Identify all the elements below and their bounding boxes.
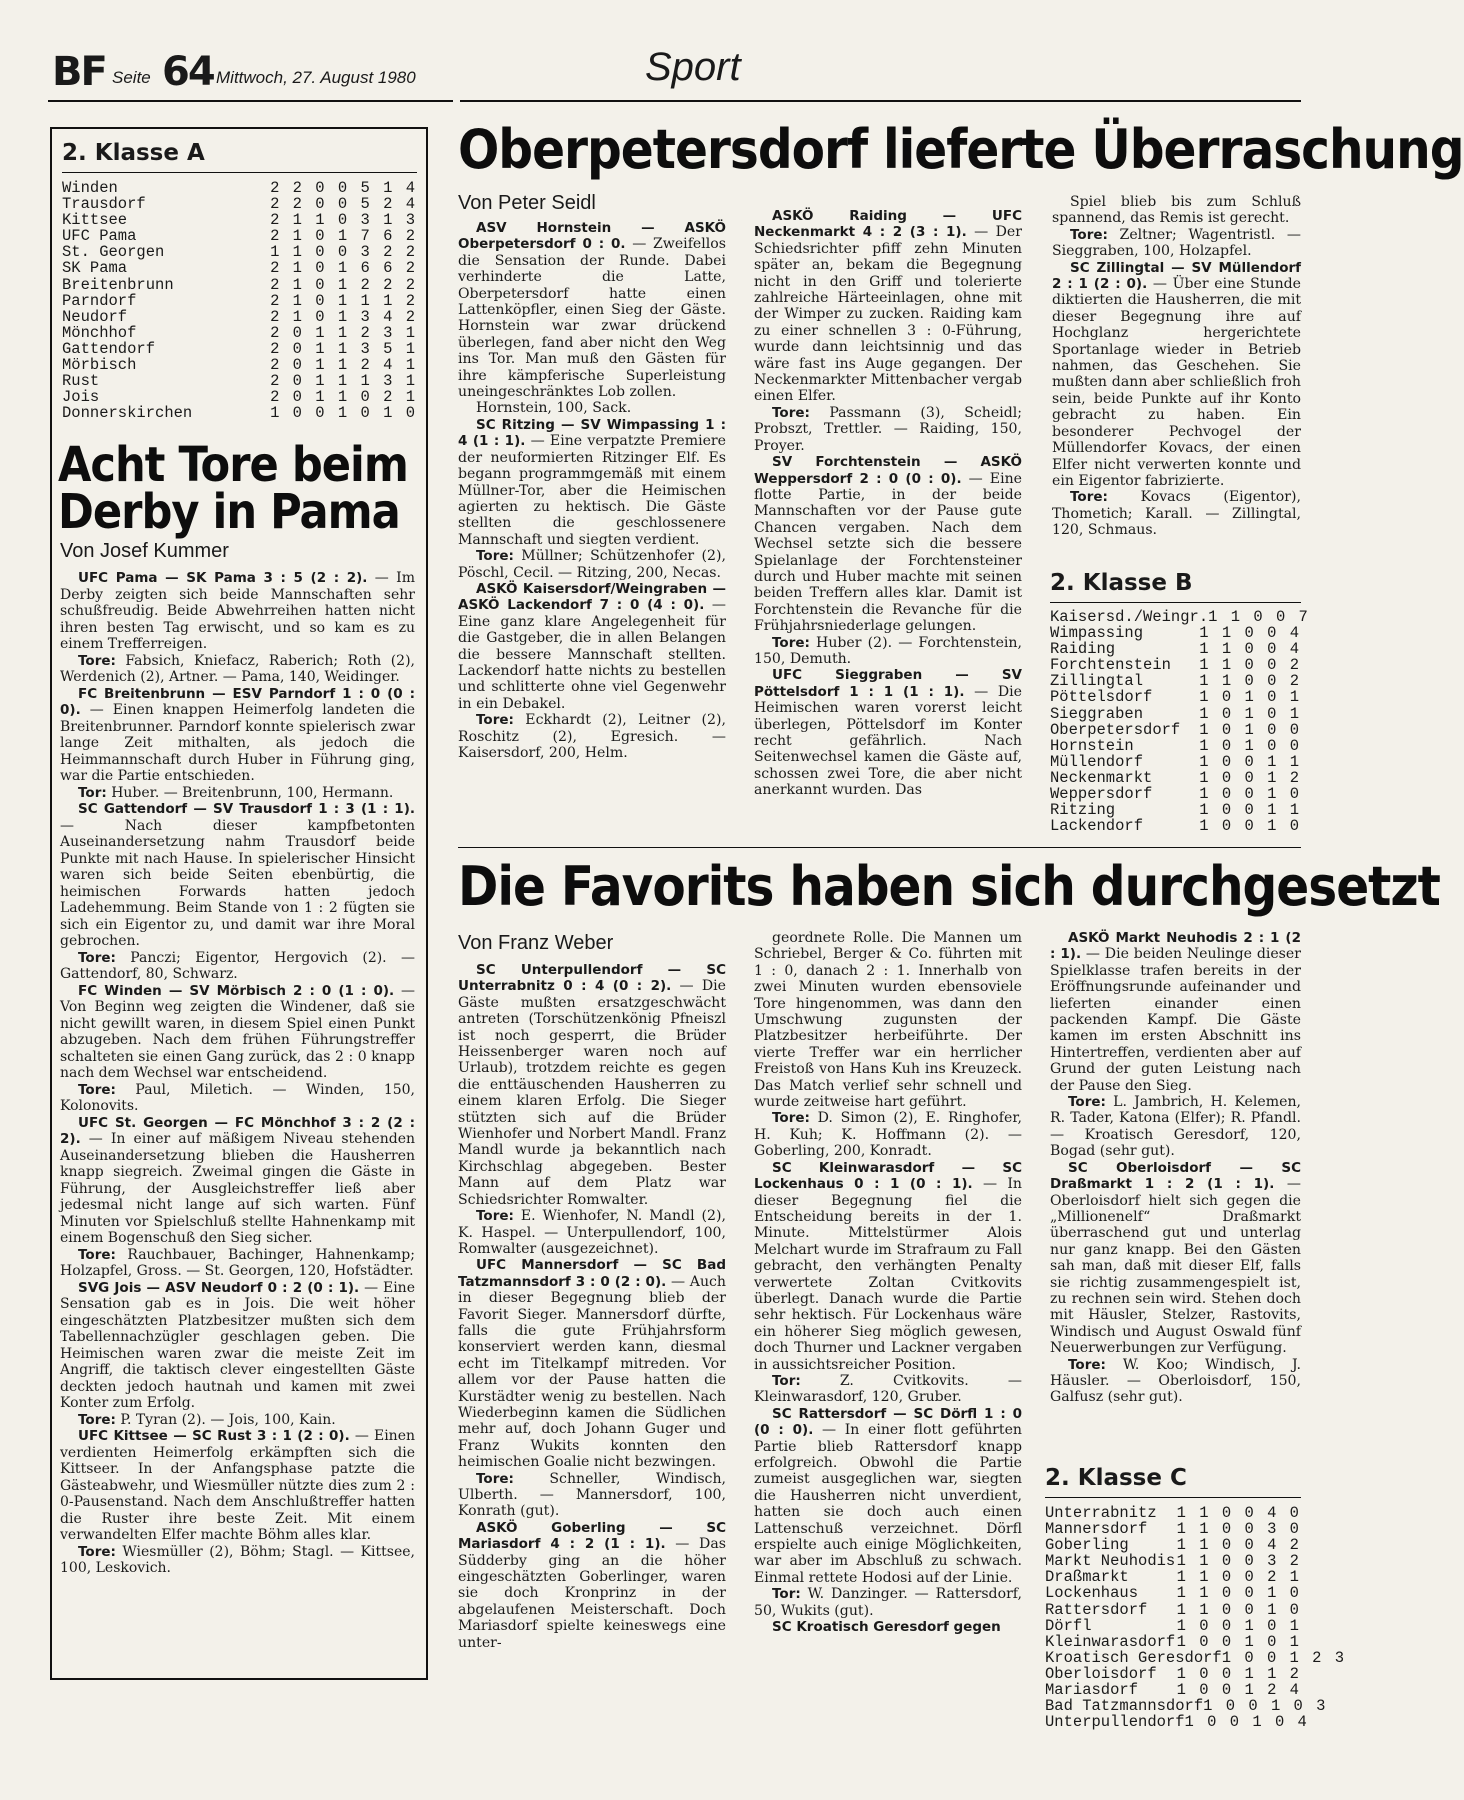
paragraph-text: — Eine flotte Partie, in der beide Mannschaften vor der Pause gute Chancen vergaben. Nach dem Wechsel setzte sich die bessere Spielanlage der Forchtensteiner durch und Huber machte mit seinen beiden Treffern alles klar. Damit ist Forchtenstein die Revanche für die Frühjahrsniederlage gelungen. [754,470,1022,635]
team-name: Mariasdorf [1045,1681,1139,1700]
standings-row [62,277,417,293]
team-name: Donnerskirchen [62,404,193,423]
paragraph-lead: SVG Jois — ASV Neudorf 0 : 2 (0 : 1). [78,1279,360,1296]
team-name: Draßmarkt [1045,1568,1129,1587]
team-name: Winden [62,179,118,197]
article-paragraph [458,220,726,400]
standings-row [1050,608,1310,626]
team-name: Ritzing [1050,801,1116,820]
paragraph-lead: SC Kroatisch Geresdorf gegen [772,1619,1001,1636]
paragraph-lead: Tore: [772,1110,810,1127]
standings-row [62,260,417,276]
article-paragraph [60,1412,415,1429]
standings-row [1050,738,1301,754]
team-name: Oberloisdorf [1045,1664,1157,1683]
paragraph-text: — Von Beginn weg zeigten die Windener, daß sie nicht gewillt waren, in diesem Spiel einen Punkt abzugeben. Nach dem frühen Führungstreffer schalteten sie einen Gang zurück, das 2 : 0 knapp nach dem Wechsel war entscheidend. [60,982,415,1081]
team-name: Raiding [1050,640,1116,659]
team-stats: 1 1 0 0 3 0 [1176,1520,1301,1539]
article-paragraph [754,454,1022,634]
article-paragraph [754,405,1022,454]
team-stats: 1 1 0 0 1 0 [1176,1584,1301,1603]
standings-row [62,325,417,341]
ober-column-3 [1052,194,1301,564]
team-stats: 1 0 1 0 1 [1199,688,1301,707]
standings-row [1050,770,1301,786]
team-name: Hornstein [1050,736,1134,755]
standings-row [1050,786,1301,802]
article-paragraph [754,1406,1022,1586]
team-name: Jois [62,388,100,407]
paragraph-lead: Tore: [772,634,810,651]
paragraph-text: — Einen verdienten Heimerfolg erkämpften sich die Kittseer. In der Anfangsphase patzte die Gästeabwehr, und Wiesmüller nützte dies zum 2 : 0-Pausenstand. Nach dem Anschlußtreffer hatten die Ruster ihre beste Zeit. Mit einem verwandelten Elfer machte Böhm alles klar. [60,1428,415,1543]
klasse-c-rule [1045,1497,1301,1498]
article-paragraph [60,1544,415,1577]
team-stats: 2 1 0 1 3 4 2 [270,307,417,326]
paragraph-lead: SV Forchtenstein — ASKÖ Weppersdorf 2 : 0 (0 : 0). [754,454,1022,487]
paragraph-text: — Über eine Stunde diktierten die Hausherren, die mit dieser Begegnung ihre auf Hochglanz hergerichtete Sportanlage wieder in Betrieb nahmen, das Geschehen. Sie mußten dann aber schließlich froh sein, beide Punkte auf ihr Konto gebracht zu haben. Ein besonderer Pechvogel der Müllendorfer Kovacs, der einen Elfer nicht verwerten konnte und ein Eigentor fabrizierte. [1052,276,1302,489]
paragraph-lead: UFC Sieggraben — SV Pöttelsdorf 1 : 1 (1 : 1). [754,667,1022,700]
paragraph-text: Paul, Miletich. — Winden, 150, Kolonovits. [60,1081,415,1114]
standings-row [62,341,417,357]
fav-headline: Die Favorits haben sich durchgesetzt [458,855,1440,918]
team-name: Müllendorf [1050,752,1144,771]
paragraph-lead: UFC Pama — SK Pama 3 : 5 (2 : 2). [78,570,368,586]
section-title: Sport [645,45,741,89]
team-stats: 1 0 0 1 0 4 [1184,1713,1309,1732]
team-name: Breitenbrunn [62,275,174,294]
team-stats: 2 1 0 1 1 1 2 [270,291,417,310]
pama-headline-line1: Acht Tore beim [58,437,408,493]
paragraph-lead: SC Kleinwarasdorf — SC Lockenhaus 0 : 1 (0 : 1). [754,1159,1022,1193]
paragraph-lead: UFC St. Georgen — FC Mönchhof 3 : 2 (2 : 2). [60,1114,415,1147]
standings-row [1045,1537,1301,1553]
team-stats: 1 1 0 0 1 0 [1176,1600,1301,1619]
standings-row [62,309,417,325]
klasse-b-title: 2. Klasse B [1050,570,1193,596]
standings-row [1045,1682,1301,1698]
paragraph-text: — Im Derby zeigten sich beide Mannschaften sehr schußfreudig. Beide Abwehrreihen hatten nicht ihren besten Tag erwischt, und so kam es zu einem Trefferreigen. [60,570,415,652]
standings-row [1045,1602,1301,1618]
standings-row [1050,625,1301,641]
team-stats: 1 0 0 1 2 [1199,768,1301,787]
paragraph-lead: Tore: [1070,489,1108,506]
paragraph-text: — Zweifellos die Sensation der Runde. Dabei verhinderte die Latte, Oberpetersdorf hatte einen Lattenköpfler, einen Sieg der Gäste. Hornstein war zwar drückend überlegen, fand aber nicht den Weg ins Tor. Man muß den Gästen für ihre kämpferische Superleistung uneingeschränktes Lob zollen. [458,236,726,401]
klasse-a-title: 2. Klasse A [62,140,205,166]
standings-row [1045,1553,1301,1569]
team-name: Weppersdorf [1050,785,1153,804]
standings-row [1050,641,1301,657]
team-name: Trausdorf [62,195,146,214]
paragraph-lead: UFC Kittsee — SC Rust 3 : 1 (2 : 0). [78,1428,350,1444]
mid-rule [458,847,1301,848]
team-stats: 2 0 1 1 2 3 1 [270,323,417,342]
standings-row [1045,1634,1301,1650]
paragraph-text: Huber. — Breitenbrunn, 100, Hermann. [106,784,394,801]
paragraph-lead: Tore: [78,1543,116,1560]
standings-row [1050,657,1301,673]
team-name: SK Pama [62,259,128,278]
team-name: Sieggraben [1050,704,1144,723]
team-stats: 1 1 0 0 4 [1199,640,1301,659]
article-paragraph [458,1208,726,1257]
paragraph-text: — Die Heimischen waren vorerst leicht überlegen, Pöttelsdorf im Konter recht gefährlich. Nach Seitenwechsel kamen die Gäste auf, schossen zwei Tore, die aber nicht anerkannt wurden. Das [754,683,1023,799]
paragraph-text: Z. Cvitkovits. — Kleinwarasdorf, 120, Gruber. [754,1372,1022,1406]
team-name: Zillingtal [1050,672,1144,691]
klasse-a-rule [62,172,417,173]
team-name: St. Georgen [62,243,165,262]
paragraph-text: Panczi; Eigentor, Hergovich (2). — Gattendorf, 80, Schwarz. [60,949,415,982]
paragraph-lead: FC Breitenbrunn — ESV Parndorf 1 : 0 (0 : 0). [60,685,415,718]
standings-row [1045,1569,1301,1585]
paragraph-text: — Das Südderby ging an die höher eingeschätzten Goberlinger, waren sie doch Kronprinz in der abgelaufenen Meisterschaft. Doch Mariasdorf spielte keineswegs eine unter- [458,1536,726,1651]
team-stats: 2 1 1 0 3 1 3 [270,211,417,230]
team-stats: 1 1 0 0 4 2 [1176,1536,1301,1555]
article-paragraph [754,635,1022,668]
standings-row [1045,1648,1347,1667]
article-paragraph [458,548,726,581]
paragraph-lead: Tor: [78,784,107,801]
standings-row [62,405,417,421]
paragraph-lead: ASKÖ Markt Neuhodis 2 : 1 (2 : 1). [1050,930,1301,963]
paragraph-text: — Die beiden Neulinge dieser Spielklasse trafen bereits in der Eröffnungsrunde aufeinander und lieferten einander einen packenden Kampf. Die Gäste kamen im ersten Abschnitt ins Hintertreffen, verdienten aber auf Grund der guten Leistung nach der Pause den Sieg. [1050,946,1301,1094]
paragraph-text: W. Koo; Windisch, J. Häusler. — Oberloisdorf, 150, Galfusz (sehr gut). [1050,1356,1301,1406]
article-paragraph [1050,1357,1301,1406]
paragraph-text: Rauchbauer, Bachinger, Hahnenkamp; Holzapfel, Gross. — St. Georgen, 120, Hofstädter. [60,1246,415,1279]
paragraph-lead: ASKÖ Goberling — SC Mariasdorf 4 : 2 (1 : 1). [458,1519,726,1553]
paragraph-text: Schneller, Windisch, Ulberth. — Mannersdorf, 100, Konrath (gut). [458,1470,726,1520]
paragraph-lead: Tor: [772,1372,801,1389]
paragraph-lead: ASKÖ Kaisersdorf/Weingraben — ASKÖ Lackendorf 7 : 0 (4 : 0). [458,580,726,614]
team-stats: 1 1 0 0 3 2 [1176,1552,1301,1571]
team-stats: 1 0 0 1 0 1 [1176,1632,1301,1651]
team-stats: 1 0 0 1 0 [1199,817,1301,836]
team-name: Mörbisch [62,356,137,375]
team-name: Markt Neuhodis [1045,1552,1176,1571]
team-name: Pöttelsdorf [1050,688,1153,707]
header-rule-right [460,100,1301,102]
article-paragraph [754,1160,1022,1373]
paragraph-text: — Eine Sensation gab es in Jois. Die weit höher eingeschätzten Platzbesitzer mußten sich dem Tabellennachzügler geschlagen geben. Die Heimischen waren zwar die meiste Zeit im Angriff, die taktisch clever eingestellten Gäste deckten jedoch hautnah und kamen mit zwei Konter zum Erfolg. [60,1279,415,1411]
standings-row [1050,722,1301,738]
standings-row [62,357,417,373]
klasse-b-rule [1050,602,1301,603]
article-paragraph [1052,489,1301,538]
paragraph-lead: Tore: [78,1246,116,1263]
team-stats: 2 0 1 1 1 3 1 [270,372,417,391]
paragraph-lead: SC Unterpullendorf — SC Unterrabnitz 0 : 4 (0 : 2). [458,962,726,995]
paragraph-text: L. Jambrich, H. Kelemen, R. Tader, Katona (Elfer); R. Pfandl. — Kroatisch Geresdorf, 120, Bogad (sehr gut). [1050,1094,1301,1160]
team-name: Kittsee [62,211,128,230]
pama-byline: Von Josef Kummer [60,540,229,562]
ober-column-1 [458,220,726,820]
standings-row [1045,1521,1301,1537]
team-name: Oberpetersdorf [1050,720,1181,739]
article-paragraph [458,712,726,761]
paragraph-lead: Tore: [78,652,116,669]
standings-row [1045,1697,1328,1716]
header-rule-left [48,100,453,102]
article-paragraph [458,1471,726,1520]
paragraph-lead: SC Gattendorf — SV Trausdorf 1 : 3 (1 : 1). [78,801,415,817]
article-paragraph [1052,260,1301,490]
team-stats: 1 0 1 0 0 [1199,736,1301,755]
team-stats: 1 0 0 1 1 2 [1176,1664,1301,1683]
pama-headline-line2: Derby in Pama [58,484,400,540]
standings-row [62,293,417,309]
standings-row [62,244,417,260]
team-stats: 1 1 0 0 7 [1208,608,1310,626]
standings-row [62,212,417,228]
paragraph-text: Hornstein, 100, Sack. [476,400,632,417]
ober-headline: Oberpetersdorf lieferte Überraschung [458,118,1464,181]
team-stats: 1 0 0 1 2 3 [1221,1648,1347,1667]
article-paragraph [754,1373,1022,1406]
team-stats: 1 0 1 0 1 [1199,704,1301,723]
paragraph-lead: UFC Mannersdorf — SC Bad Tatzmannsdorf 3 : 0 (2 : 0). [458,1257,726,1290]
team-name: Rattersdorf [1045,1600,1148,1619]
team-name: Goberling [1045,1536,1129,1555]
team-stats: 1 1 0 0 2 1 [1176,1568,1301,1587]
team-stats: 1 0 0 1 1 [1199,752,1301,771]
team-name: Forchtenstein [1050,656,1171,675]
paragraph-lead: SC Rattersdorf — SC Dörfl 1 : 0 (0 : 0). [754,1405,1022,1439]
paragraph-lead: Tore: [1068,1094,1106,1111]
paragraph-text: Huber (2). — Forchtenstein, 150, Demuth. [754,634,1022,667]
ober-byline: Von Peter Seidl [458,192,596,214]
paragraph-text: — In einer flott geführten Partie blieb Rattersdorf knapp erfolgreich. Obwohl die Partie zumeist ausgeglichen war, siegten die Hausherren nicht unverdient, hatten sie doch auch einen Lattenschuß verzeichnet. Dörfl erspielte auch einige Möglichkeiten, war aber im Abschluß zu schwach. Einmal rettete Hodosi auf der Linie. [754,1422,1023,1586]
paragraph-text: — Auch in dieser Begegnung blieb der Favorit Sieger. Mannersdorf dürfte, falls die gute Frühjahrsform konserviert werden kann, diesmal echt im Titelkampf mitreden. Vor allem vor der Pause hatten die Kurstädter wenig zu bestellen. Nach Wiederbeginn kamen die Südlichen mehr auf, doch Johann Guger und Franz Wukits konnten den heimischen Goalie nicht bezwingen. [458,1273,726,1471]
standings-row [1050,754,1301,770]
paragraph-text: — Eine verpatzte Premiere der neuformierten Ritzinger Elf. Es begann programmgemäß mit einem Müllner-Tor, aber die Heimischen agierten zu hektisch. Die Gäste stellten die geschlossenere Mannschaft und siegten verdient. [458,433,726,548]
paragraph-lead: ASV Hornstein — ASKÖ Oberpetersdorf 0 : 0. [458,220,726,253]
team-name: Neckenmarkt [1050,768,1153,787]
paragraph-text: Zeltner; Wagentristl. — Sieggraben, 100, Holzapfel. [1052,226,1301,260]
newspaper-logo: BF [52,49,106,95]
team-name: Wimpassing [1050,624,1144,643]
team-name: Gattendorf [62,339,156,358]
paragraph-text: — Der Schiedsrichter pfiff zehn Minuten später an, bekam die Begegnung nicht in den Griff und tolerierte zahlreiche Härteeinlagen, ohne mit der Wimper zu zucken. Raiding kam zu einer schnellen 3 : 0-Führung, wurde dann leichtsinnig und das wäre fast ins Auge gegangen. Der Neckenmarkter Mittenbacher vergab einen Elfer. [754,224,1022,405]
article-paragraph [60,1247,415,1280]
standings-row [62,196,417,212]
paragraph-text: P. Tyran (2). — Jois, 100, Kain. [115,1411,336,1428]
article-paragraph [1052,227,1301,260]
team-name: Kroatisch Geresdorf [1045,1648,1222,1667]
paragraph-lead: Tore: [78,949,116,966]
team-name: Rust [62,372,100,391]
article-paragraph [458,581,726,712]
standings-row [1045,1505,1301,1521]
team-stats: 1 0 0 1 2 4 [1176,1681,1301,1700]
article-paragraph [60,801,415,950]
article-paragraph [1052,194,1301,227]
paragraph-text: Spiel blieb bis zum Schluß spannend, das Remis ist gerecht. [1052,194,1301,227]
team-stats: 1 0 1 0 0 [1199,720,1301,739]
paragraph-text: geordnete Rolle. Die Mannen um Schriebel, Berger & Co. führten mit 1 : 0, danach 2 : 1. Innerhalb von zwei Minuten wurden ebensoviele Tore hingenommen, was dann den Umschwung zugunsten der Platzbesitzer herbeiführte. Der vierte Treffer war ein herrlicher Freistoß von Hans Kuh ins Kreuzeck. Das Match verlief sehr schnell und wurde zeitweise hart geführt. [754,930,1022,1111]
team-name: Kleinwarasdorf [1045,1632,1176,1651]
team-stats: 1 1 0 0 2 [1199,656,1301,675]
fav-column-2 [754,930,1022,1730]
article-paragraph [60,1280,415,1412]
paragraph-lead: Tore: [476,548,514,565]
article-paragraph [60,1428,415,1544]
article-paragraph [60,686,415,785]
article-paragraph [458,1257,726,1470]
paragraph-text: — Eine ganz klare Angelegenheit für die Gastgeber, die in allen Belangen die bessere Mannschaft stellten. Lackendorf hatte nichts zu bestellen und schlitterte ohne viel Gegenwehr in ein Debakel. [458,597,726,712]
team-stats: 2 1 0 1 7 6 2 [270,227,417,246]
article-paragraph [60,653,415,686]
standings-row [1050,802,1301,818]
paragraph-text: Eckhardt (2), Leitner (2), Roschitz (2), Egresich. — Kaisersdorf, 200, Helm. [458,712,726,761]
article-paragraph [458,1520,726,1651]
article-paragraph [754,1619,1022,1635]
article-paragraph [60,785,415,802]
team-stats: 2 0 1 1 0 2 1 [270,388,417,407]
paragraph-lead: SC Ritzing — SV Wimpassing 1 : 4 (1 : 1). [458,416,726,450]
article-paragraph [458,962,726,1208]
paragraph-text: — Nach dieser kampfbetonten Auseinandersetzung nahm Trausdorf beide Punkte mit nach Hause. In spielerischer Hinsicht waren sich beide Seiten ebenbürtig, die heimischen Forwards hatten jedoch Ladehemmung. Beim Stande von 1 : 2 fügten sie sich ein Eigentor zu, und damit war ihre Moral gebrochen. [60,817,415,949]
paragraph-text: Wiesmüller (2), Böhm; Stagl. — Kittsee, 100, Leskovich. [60,1543,415,1576]
page-label: Seite [112,68,151,87]
article-paragraph [1050,1160,1301,1357]
paragraph-text: — Oberloisdorf hielt sich gegen die „Millionenelf“ Draßmarkt überraschend gut und unterlag nur ganz knapp. Bei den Gästen sah man, daß mit dieser Elf, falls sie richtig zusammengespielt ist, zu rechnen sein wird. Stehen doch mit Häusler, Stelzer, Rastovits, Windisch und August Oswald fünf Neuerwerbungen zur Verfügung. [1050,1176,1301,1357]
paragraph-text: — Einen knappen Heimerfolg landeten die Breitenbrunner. Parndorf konnte spielerisch zwar lange Zeit mithalten, als jedoch die Heimmannschaft durch Huber in Führung ging, war die Partie entschieden. [60,702,415,784]
team-name: Unterpullendorf [1045,1713,1185,1732]
standings-row [1045,1666,1301,1682]
article-paragraph [458,417,726,548]
team-name: Bad Tatzmannsdorf [1045,1697,1204,1716]
team-stats: 2 1 0 1 6 6 2 [270,259,417,278]
paragraph-lead: Tore: [772,404,810,421]
team-name: Lockenhaus [1045,1584,1139,1603]
team-stats: 1 1 0 0 3 2 2 [270,243,417,262]
team-stats: 1 0 0 1 0 [1199,785,1301,804]
article-paragraph [60,950,415,983]
paragraph-lead: SC Zillingtal — SV Müllendorf 2 : 1 (2 : 0). [1052,259,1301,293]
article-paragraph [754,667,1022,798]
team-name: UFC Pama [62,227,137,246]
paragraph-text: Passmann (3), Scheidl; Probszt, Trettler. — Raiding, 150, Proyer. [754,404,1022,454]
paragraph-lead: FC Winden — SV Mörbisch 2 : 0 (1 : 0). [78,982,395,999]
paragraph-lead: Tore: [78,1411,116,1428]
team-name: Unterrabnitz [1045,1504,1157,1522]
page-number: 64 [162,49,214,95]
article-paragraph [60,570,415,653]
standings-row [1045,1618,1301,1634]
paragraph-text: — In dieser Begegnung fiel die Entscheidung bereits in der 1. Minute. Mittelstürmer Alois Melchart wurde im Strafraum zu Fall gebracht, den verhängten Penalty verwertete Zoltan Cvitkovits überlegt. Danach wurde die Partie sehr hektisch. Für Lockenhaus wäre ein höherer Sieg möglich gewesen, doch Thurner und Lackner vergaben in aussichtsreicher Position. [754,1176,1022,1373]
team-stats: 1 0 0 1 0 1 0 [270,404,417,423]
paragraph-text: — Die Gäste mußten ersatzgeschwächt antreten (Torschützenkönig Pfneiszl ist noch gesperrt, die Brüder Heissenberger waren noch auf Urlaub), trotzdem reichte es gegen die enttäuschenden Hausherren zu einem klaren Erfolg. Die Sieger stützten sich auf die Brüder Wienhofer und Norbert Mandl. Franz Mandl wurde ja bekanntlich nach Kirchschlag abgegeben. Bester Mann auf dem Platz war Schiedsrichter Romwalter. [458,978,726,1208]
paragraph-text: Fabsich, Kniefacz, Raberich; Roth (2), Werdenich (2), Artner. — Pama, 140, Weidinger. [60,652,415,685]
team-name: Lackendorf [1050,817,1144,836]
article-paragraph [458,400,726,416]
paragraph-lead: Tor: [772,1586,801,1603]
team-name: Neudorf [62,307,128,326]
ober-column-2 [754,208,1022,836]
paragraph-lead: Tore: [1068,1356,1106,1373]
team-name: Dörfl [1045,1616,1092,1635]
standings-row [1050,689,1301,705]
team-stats: 2 2 0 0 5 2 4 [270,195,417,214]
team-stats: 2 1 0 1 2 2 2 [270,275,417,294]
team-stats: 1 0 0 1 0 3 [1203,1697,1328,1716]
paragraph-text: Müllner; Schützenhofer (2), Pöschl, Cecil. — Ritzing, 200, Necas. [458,548,726,581]
fav-column-1 [458,962,726,1732]
paragraph-lead: Tore: [78,1081,116,1098]
issue-date: Mittwoch, 27. August 1980 [216,68,416,87]
team-name: Kaisersd./Weingr. [1050,608,1209,626]
paragraph-lead: Tore: [476,712,514,729]
standings-row [62,373,417,389]
article-paragraph [754,930,1022,1110]
team-stats: 2 0 1 1 3 5 1 [270,339,417,358]
paragraph-lead: Tore: [476,1470,514,1487]
standings-row [1050,706,1301,722]
paragraph-lead: ASKÖ Raiding — UFC Neckenmarkt 4 : 2 (3 : 1). [754,208,1022,241]
paragraph-lead: Tore: [1070,226,1108,243]
fav-byline: Von Franz Weber [458,932,614,954]
standings-row [1045,1585,1301,1601]
article-paragraph [754,1586,1022,1619]
team-stats: 2 2 0 0 5 1 4 [270,179,417,197]
paragraph-lead: SC Oberloisdorf — SC Draßmarkt 1 : 2 (1 : 1). [1050,1159,1301,1193]
standings-row [62,389,417,405]
team-stats: 1 0 0 1 0 1 [1176,1616,1301,1635]
team-stats: 1 1 0 0 2 [1199,672,1301,691]
team-stats: 1 1 0 0 4 0 [1176,1504,1301,1522]
team-name: Parndorf [62,291,137,310]
paragraph-text: W. Danzinger. — Rattersdorf, 50, Wukits (gut). [754,1586,1022,1619]
pama-article-body [60,570,415,1675]
standings-row [62,228,417,244]
paragraph-text: D. Simon (2), E. Ringhofer, H. Kuh; K. Hoffmann (2). — Goberling, 200, Konradt. [754,1110,1022,1160]
article-paragraph [60,983,415,1082]
klasse-c-title: 2. Klasse C [1045,1465,1187,1491]
standings-row [62,180,417,196]
paragraph-text: — In einer auf mäßigem Niveau stehenden Auseinandersetzung blieben die Hausherren knapp siegreich. Zweimal gingen die Gäste in Führung, der Ausgleichstreffer ließ aber jedesmal nicht lange auf sich warten. Fünf Minuten vor Spielschluß stellte Hahnenkamp mit einem Bogenschuß den Sieg sicher. [60,1131,415,1246]
paragraph-text: Kovacs (Eigentor), Thometich; Karall. — Zillingtal, 120, Schmaus. [1052,489,1301,539]
team-stats: 2 0 1 1 2 4 1 [270,356,417,375]
article-paragraph [60,1082,415,1115]
klasse-c-table [1045,1504,1347,1732]
fav-column-3 [1050,930,1301,1458]
standings-row [1050,818,1301,834]
team-name: Mannersdorf [1045,1520,1148,1539]
article-paragraph [754,208,1022,405]
standings-row [1050,673,1301,689]
paragraph-lead: Tore: [476,1208,514,1225]
klasse-a-table [62,180,417,421]
article-paragraph [1050,1094,1301,1160]
article-paragraph [60,1115,415,1247]
klasse-b-table [1050,608,1310,836]
standings-row [1045,1713,1309,1732]
article-paragraph [1050,930,1301,1094]
team-stats: 1 0 0 1 1 [1199,801,1301,820]
team-name: Mönchhof [62,323,137,342]
team-stats: 1 1 0 0 4 [1199,624,1301,643]
article-paragraph [754,1110,1022,1159]
paragraph-text: E. Wienhofer, N. Mandl (2), K. Haspel. — Unterpullendorf, 100, Romwalter (ausgezeichnet). [458,1208,726,1257]
